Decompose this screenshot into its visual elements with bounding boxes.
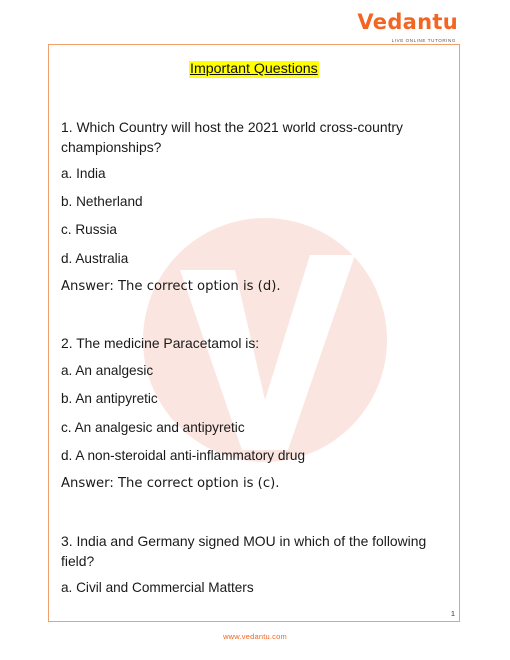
question-2-option-d: d. A non-steroidal anti-inflammatory drug — [61, 448, 306, 463]
question-3-stem-line1: 3. India and Germany signed MOU in which of the following — [61, 533, 427, 549]
question-1-answer: Answer: The correct option is (d). — [61, 279, 281, 294]
page-number: 1 — [450, 609, 455, 618]
question-2-option-a: a. An analgesic — [61, 363, 154, 378]
question-1-option-c: c. Russia — [61, 222, 117, 237]
question-1-option-d: d. Australia — [61, 251, 129, 266]
question-2-stem: 2. The medicine Paracetamol is: — [61, 335, 260, 351]
vedantu-logo — [358, 8, 458, 48]
brand-tagline: LIVE ONLINE TUTORING — [391, 38, 456, 43]
question-1-stem-line2: championships? — [61, 139, 162, 155]
question-2-answer: Answer: The correct option is (c). — [61, 476, 280, 491]
question-3-stem-line2: field? — [61, 553, 95, 569]
question-2-option-c: c. An analgesic and antipyretic — [61, 420, 245, 435]
question-1-stem-line1: 1. Which Country will host the 2021 world cross-country — [61, 119, 404, 135]
question-1-option-a: a. India — [61, 166, 106, 181]
page-title: Important Questions — [190, 61, 318, 77]
question-3-option-a: a. Civil and Commercial Matters — [61, 580, 254, 595]
question-1-option-b: b. Netherland — [61, 194, 143, 209]
question-2-option-b: b. An antipyretic — [61, 391, 158, 406]
footer-url[interactable]: www.vedantu.com — [223, 632, 287, 641]
brand-name: Vedantu — [357, 10, 458, 34]
